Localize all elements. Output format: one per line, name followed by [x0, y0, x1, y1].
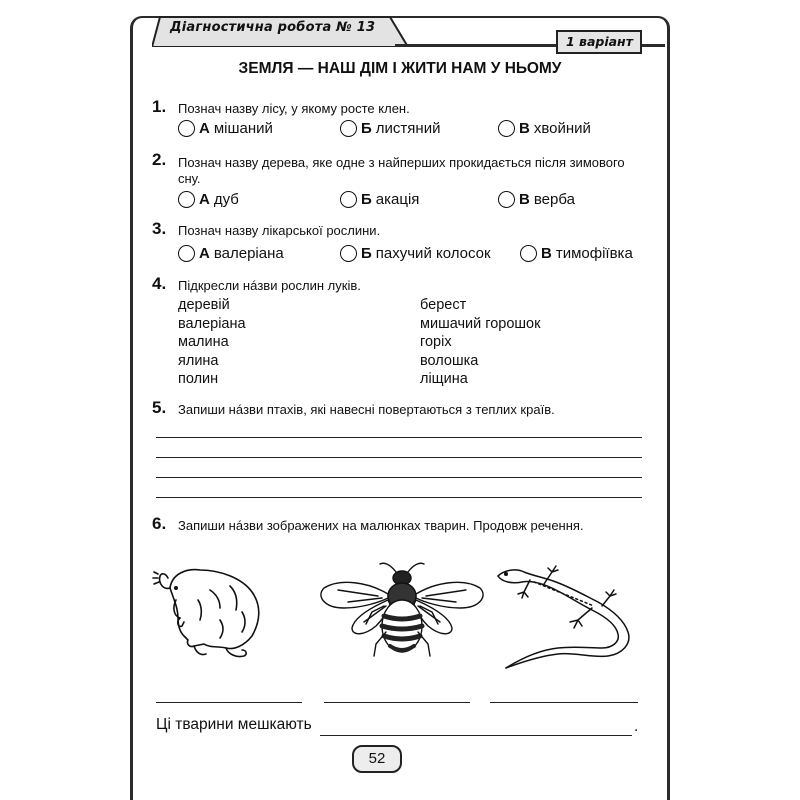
question-2-text-line2: сну. [178, 171, 201, 186]
option-letter: Б [361, 120, 372, 137]
option-text: дуб [213, 191, 239, 208]
question-2-text-line1: Познач назву дерева, яке одне з найперших прокидається після зимового [178, 155, 625, 170]
plant-word[interactable]: мишачий горошок [420, 316, 541, 332]
radio-circle-icon[interactable] [498, 191, 515, 208]
question-1-number: 1. [152, 97, 167, 116]
radio-circle-icon[interactable] [498, 120, 515, 137]
animal-name-line[interactable] [156, 702, 302, 703]
option-letter: В [519, 191, 530, 208]
page-title: ЗЕМЛЯ — НАШ ДІМ І ЖИТИ НАМ У НЬОМУ [238, 60, 562, 77]
answer-line[interactable] [156, 437, 642, 438]
plant-word[interactable]: малина [178, 334, 229, 350]
plant-word[interactable]: полин [178, 371, 219, 387]
page-number: 52 [368, 750, 386, 767]
q2-option-c[interactable] [498, 191, 575, 208]
answer-line[interactable] [156, 497, 642, 498]
lizard-icon [494, 562, 644, 672]
question-5-number: 5. [152, 398, 167, 417]
bumblebee-icon [318, 560, 486, 665]
question-1-text: Познач назву лісу, у якому росте клен. [178, 101, 410, 116]
radio-circle-icon[interactable] [178, 120, 195, 137]
plant-word[interactable]: валеріана [178, 316, 246, 332]
plant-word[interactable]: горіх [420, 334, 452, 350]
variant-label: 1 варіант [566, 34, 633, 49]
q3-option-a[interactable] [178, 245, 284, 262]
option-text: мішаний [213, 120, 273, 137]
option-text: акація [375, 191, 420, 208]
plant-word[interactable]: ліщина [420, 371, 468, 387]
animal-name-line[interactable] [324, 702, 470, 703]
question-6-number: 6. [152, 514, 167, 533]
option-letter: А [199, 245, 210, 262]
radio-circle-icon[interactable] [520, 245, 537, 262]
q2-option-b[interactable] [340, 191, 419, 208]
q1-option-a[interactable] [178, 120, 273, 137]
question-3-number: 3. [152, 219, 167, 238]
radio-circle-icon[interactable] [178, 245, 195, 262]
question-4-number: 4. [152, 274, 167, 293]
plant-word[interactable]: волошка [420, 353, 479, 369]
question-5-text: Запиши нáзви птахів, які навесні повертаються з теплих країв. [178, 402, 555, 417]
option-letter: А [199, 191, 210, 208]
q1-option-b[interactable] [340, 120, 440, 137]
option-letter: Б [361, 245, 372, 262]
question-4-text: Підкресли нáзви рослин луків. [178, 278, 361, 293]
plant-word[interactable]: берест [420, 297, 467, 313]
question-2-number: 2. [152, 150, 167, 169]
plant-word[interactable]: ялина [178, 353, 219, 369]
q3-option-c[interactable] [520, 245, 633, 262]
option-text: пахучий колосок [375, 245, 491, 262]
radio-circle-icon[interactable] [340, 120, 357, 137]
mole-icon [150, 560, 270, 665]
radio-circle-icon[interactable] [340, 191, 357, 208]
option-letter: В [519, 120, 530, 137]
animal-name-line[interactable] [490, 702, 638, 703]
plant-word[interactable]: деревій [178, 297, 230, 313]
option-letter: Б [361, 191, 372, 208]
option-text: листяний [375, 120, 441, 137]
q3-option-b[interactable] [340, 245, 491, 262]
sentence-answer-line[interactable] [320, 735, 632, 736]
option-letter: В [541, 245, 552, 262]
option-text: хвойний [533, 120, 591, 137]
option-text: тимофіївка [555, 245, 633, 262]
option-letter: А [199, 120, 210, 137]
radio-circle-icon[interactable] [178, 191, 195, 208]
answer-line[interactable] [156, 457, 642, 458]
worksheet-title: Діагностична робота № 13 [170, 20, 376, 35]
q1-option-c[interactable] [498, 120, 591, 137]
sentence-period: . [634, 718, 639, 735]
radio-circle-icon[interactable] [340, 245, 357, 262]
sentence-start: Ці тварини мешкають [156, 716, 312, 733]
question-6-text: Запиши нáзви зображених на малюнках тварин. Продовж речення. [178, 518, 584, 533]
q2-option-a[interactable] [178, 191, 239, 208]
question-3-text: Познач назву лікарської рослини. [178, 223, 381, 238]
answer-line[interactable] [156, 477, 642, 478]
option-text: валеріана [213, 245, 284, 262]
option-text: верба [533, 191, 575, 208]
